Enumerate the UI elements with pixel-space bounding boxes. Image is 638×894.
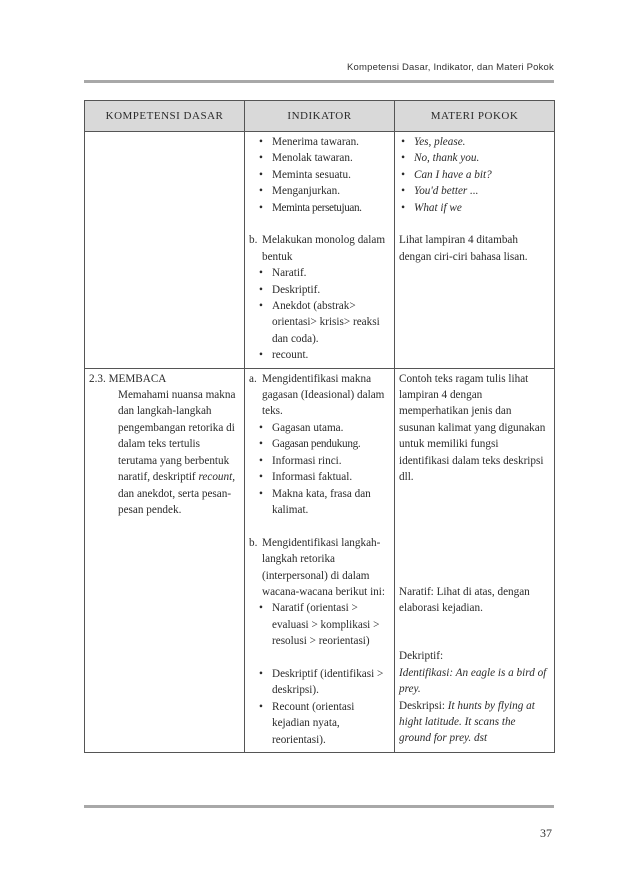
indikator-cell (245, 368, 395, 752)
list-item: • Gagasan utama. (249, 420, 390, 436)
list-item: • Menganjurkan. (249, 183, 390, 199)
column-header-kompetensi: KOMPETENSI DASAR (85, 101, 245, 132)
materi-cell (395, 132, 555, 369)
list-item: • Menolak tawaran. (249, 150, 390, 166)
competency-table (84, 100, 555, 753)
materi-deskripsi: Deskripsi: It hunts by flying at hight latitude. It scans the ground for prey. dst (399, 699, 535, 745)
list-item: • Naratif (orientasi > evaluasi > komplikasi > resolusi > reorientasi) (249, 600, 390, 649)
running-head: Kompetensi Dasar, Indikator, dan Materi Pokok (346, 62, 554, 73)
list-item: • Can I have a bit? (399, 167, 550, 183)
page-number: 37 (540, 826, 552, 840)
indikator-a-bullet-list (249, 420, 390, 518)
list-item: • Meminta persetujuan. (249, 200, 390, 216)
materi-note: Lihat lampiran 4 ditambah dengan ciri-ciri bahasa lisan. (399, 234, 528, 263)
list-item: • Deskriptif. (249, 282, 390, 298)
materi-dekriptif-label: Dekriptif: (399, 650, 444, 663)
list-item: • Naratif. (249, 265, 390, 281)
top-rule (84, 80, 554, 83)
indikator-item-a: a. Mengidentifikasi makna gagasan (Ideasional) dalam teks. (249, 372, 385, 418)
table-row (85, 368, 555, 752)
materi-intro: Contoh teks ragam tulis lihat lampiran 4 dengan memperhatikan jenis dan susunan kalimat yang digunakan untuk memiliki fungsi identifikasi dalam teks deskripsi dll. (399, 372, 546, 484)
list-item: • Anekdot (abstrak> orientasi> krisis> reaksi dan coda). (249, 298, 390, 347)
indikator-bullet-list (249, 134, 390, 216)
list-item: • No, thank you. (399, 150, 550, 166)
indikator-b-bullet-list (249, 600, 390, 649)
table-header-row (85, 101, 555, 132)
list-item: • Makna kata, frasa dan kalimat. (249, 486, 390, 519)
indikator-item-b: b. Mengidentifikasi langkah-langkah retorika (interpersonal) di dalam wacana-wacana berikut ini: (249, 536, 385, 598)
kd-description: Memahami nuansa makna dan langkah-langkah pengembangan retorika di dalam teks tertulis terutama yang berbentuk naratif, deskriptif recount, dan anekdot, serta pesan-pesan pendek. (118, 389, 236, 516)
indikator-cell (245, 132, 395, 369)
column-header-indikator: INDIKATOR (245, 101, 395, 132)
indikator-b-bullet-list (249, 265, 390, 363)
list-item: • Recount (orientasi kejadian nyata, reorientasi). (249, 699, 390, 748)
kd-cell-empty (85, 132, 245, 369)
list-item: • Deskriptif (identifikasi > deskripsi). (249, 666, 390, 699)
list-item: • Meminta sesuatu. (249, 167, 390, 183)
list-item: • Gagasan pendukung. (249, 436, 390, 452)
column-header-materi: MATERI POKOK (395, 101, 555, 132)
kd-cell (85, 368, 245, 752)
list-item: • Informasi rinci. (249, 453, 390, 469)
list-item: • You'd better ... (399, 183, 550, 199)
list-item: • What if we (399, 200, 550, 216)
indikator-b-bullet-list-2 (249, 666, 390, 748)
list-item: • Menerima tawaran. (249, 134, 390, 150)
materi-cell (395, 368, 555, 752)
materi-naratif: Naratif: Lihat di atas, dengan elaborasi kejadian. (399, 585, 530, 614)
bottom-rule (84, 805, 554, 808)
list-item: • recount. (249, 347, 390, 363)
materi-identifikasi: Identifikasi: An eagle is a bird of prey. (399, 666, 547, 696)
list-item: • Informasi faktual. (249, 469, 390, 485)
list-item: • Yes, please. (399, 134, 550, 150)
kd-heading: 2.3. MEMBACA (89, 372, 167, 385)
materi-bullet-list (399, 134, 550, 216)
table-row (85, 132, 555, 369)
indikator-item-b: b. Melakukan monolog dalam bentuk (249, 234, 386, 263)
